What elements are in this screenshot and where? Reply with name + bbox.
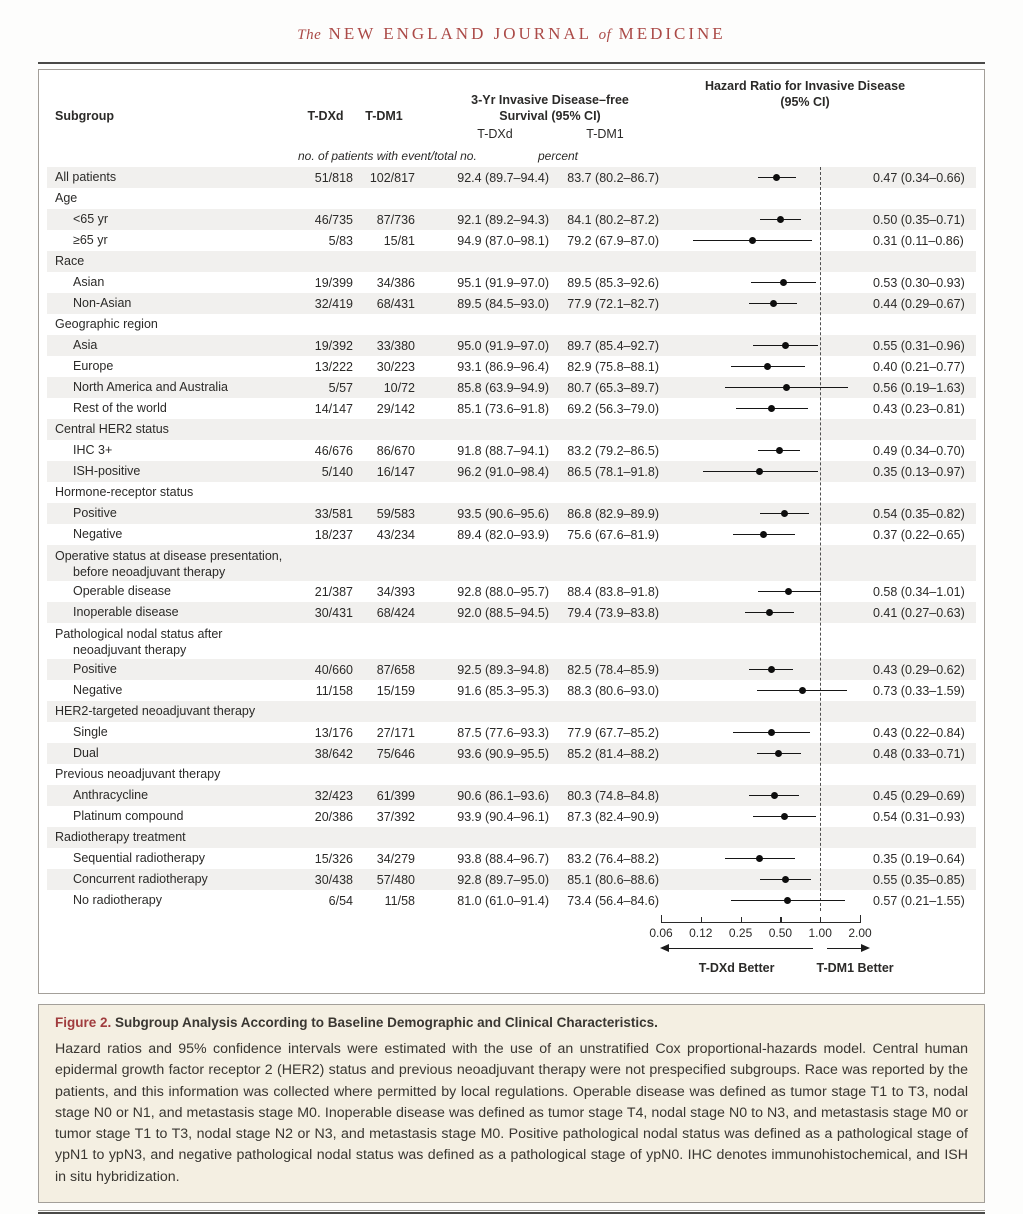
axis-tick-label: 0.06 [649, 926, 673, 940]
tdm1-survival-cell: 84.1 (80.2–87.2) [567, 212, 659, 227]
axis-tick [860, 915, 861, 923]
table-row [47, 377, 976, 398]
tdxd-events-cell: 18/237 [314, 527, 353, 542]
tdxd-survival-cell: 96.2 (91.0–98.4) [457, 464, 549, 479]
percent-units-note: percent [537, 148, 579, 163]
forest-plot-cell [661, 602, 873, 623]
forest-plot-cell [661, 167, 873, 188]
tdxd-events-cell: 20/386 [314, 809, 353, 824]
hr-dot [766, 609, 773, 616]
tdxd-events-cell: 51/818 [314, 170, 353, 185]
subgroup-label: Positive [73, 662, 117, 677]
section-header-row [47, 482, 976, 503]
tdm1-events-cell: 68/424 [376, 605, 415, 620]
forest-plot-cell [661, 377, 873, 398]
table-row [47, 659, 976, 680]
hazard-ratio-cell: 0.47 (0.34–0.66) [873, 170, 965, 185]
hazard-ratio-cell: 0.54 (0.31–0.93) [873, 809, 965, 824]
masthead-title-1: NEW ENGLAND JOURNAL [328, 24, 592, 43]
tdm1-survival-cell: 89.5 (85.3–92.6) [567, 275, 659, 290]
table-row [47, 890, 976, 911]
axis-line [661, 922, 860, 923]
hr-title-line1: Hazard Ratio for Invasive Disease [704, 79, 906, 93]
tdm1-survival-cell: 69.2 (56.3–79.0) [567, 401, 659, 416]
tdm1-survival-cell: 77.9 (72.1–82.7) [567, 296, 659, 311]
hazard-ratio-cell: 0.40 (0.21–0.77) [873, 359, 965, 374]
section-header-row [47, 188, 976, 209]
column-header-tdm1-events: T-DM1 [365, 109, 403, 123]
hazard-ratio-cell: 0.44 (0.29–0.67) [873, 296, 965, 311]
tdm1-events-cell: 68/431 [376, 296, 415, 311]
hazard-ratio-cell: 0.50 (0.35–0.71) [873, 212, 965, 227]
subgroup-label: Sequential radiotherapy [73, 851, 206, 866]
subgroup-label: Concurrent radiotherapy [73, 872, 208, 887]
section-label: Operative status at disease presentation, before neoadjuvant therapy [55, 548, 283, 579]
hr-dot [776, 447, 783, 454]
section-header-row [47, 623, 976, 659]
tdm1-events-cell: 86/670 [376, 443, 415, 458]
forest-plot-cell [661, 272, 873, 293]
tdm1-better-label: T-DM1 Better [816, 961, 894, 975]
tdm1-survival-cell: 77.9 (67.7–85.2) [567, 725, 659, 740]
tdm1-events-cell: 59/583 [376, 506, 415, 521]
caption-body: Hazard ratios and 95% confidence intervals were estimated with the use of an unstratified Cox proportional-hazards model. Central human epidermal growth factor receptor 2 (HER2) status and previous neoadjuvant therapy were not prespecified subgroups. Race was reported by the patients, and this information was collected where permitted by local regulations. Operable disease was defined as tumor stage T1 to T3, nodal stage N0 or N1, and metastasis stage M0. Inoperable disease was defined as tumor stage T4, nodal stage N0 to N3, and metastasis stage M0 or tumor stage T1 to T3, nodal stage N2 or N3, and metastasis stage M0. Positive pathological nodal status was defined as a pathological stage of ypN1 to ypN3, and negative pathological nodal status was defined as a pathological stage of ypN0. IHC denotes immunohistochemical, and ISH in situ hybridization. [55, 1041, 968, 1185]
survival-title-line1: 3-Yr Invasive Disease–free [471, 92, 629, 107]
tdm1-better-arrow [827, 948, 861, 949]
tdxd-survival-cell: 92.0 (88.5–94.5) [457, 605, 549, 620]
subgroup-label: All patients [55, 170, 117, 185]
hr-dot [785, 588, 792, 595]
tdxd-survival-cell: 92.8 (88.0–95.7) [457, 584, 549, 599]
forest-plot-cell [661, 581, 873, 602]
hr-dot [781, 510, 788, 517]
table-row [47, 356, 976, 377]
axis-tick-label: 0.25 [728, 926, 753, 940]
tdxd-events-cell: 46/676 [314, 443, 353, 458]
tdxd-events-cell: 40/660 [314, 662, 353, 677]
tdxd-better-label: T-DXd Better [698, 961, 775, 975]
hr-dot [764, 363, 771, 370]
section-header-row [47, 701, 976, 722]
tdxd-events-cell: 15/326 [314, 851, 353, 866]
tdxd-survival-cell: 90.6 (86.1–93.6) [457, 788, 549, 803]
hr-dot [760, 531, 767, 538]
tdxd-events-cell: 21/387 [314, 584, 353, 599]
hr-dot [783, 384, 790, 391]
subgroup-label: Asian [73, 275, 105, 290]
figure-panel [38, 69, 985, 994]
hazard-ratio-cell: 0.43 (0.23–0.81) [873, 401, 965, 416]
hr-dot [749, 237, 756, 244]
column-header-hazard-ratio [661, 78, 975, 111]
tdxd-survival-cell: 91.6 (85.3–95.3) [457, 683, 549, 698]
table-row [47, 398, 976, 419]
tdm1-survival-cell: 86.8 (82.9–89.9) [567, 506, 659, 521]
tdm1-events-cell: 87/658 [376, 662, 415, 677]
tdm1-survival-cell: 83.2 (76.4–88.2) [567, 851, 659, 866]
tdm1-survival-cell: 83.2 (79.2–86.5) [567, 443, 659, 458]
hr-dot [770, 300, 777, 307]
subgroup-label: IHC 3+ [73, 443, 113, 458]
forest-plot-cell [661, 890, 873, 911]
tdxd-events-cell: 38/642 [314, 746, 353, 761]
tdm1-survival-cell: 83.7 (80.2–86.7) [567, 170, 659, 185]
tdxd-survival-cell: 94.9 (87.0–98.1) [457, 233, 549, 248]
section-label: Pathological nodal status after neoadjuvant therapy [55, 626, 223, 657]
forest-plot-cell [661, 722, 873, 743]
tdxd-better-arrowhead [660, 944, 669, 952]
section-header-row [47, 827, 976, 848]
tdxd-survival-cell: 95.0 (91.9–97.0) [457, 338, 549, 353]
subheader-survival-tdm1: T-DM1 [586, 127, 624, 141]
tdm1-survival-cell: 82.5 (78.4–85.9) [567, 662, 659, 677]
table-row [47, 335, 976, 356]
table-row [47, 680, 976, 701]
tdm1-events-cell: 34/393 [376, 584, 415, 599]
tdm1-survival-cell: 73.4 (56.4–84.6) [567, 893, 659, 908]
hr-dot [784, 897, 791, 904]
forest-plot-cell [661, 356, 873, 377]
tdm1-events-cell: 61/399 [376, 788, 415, 803]
tdxd-survival-cell: 91.8 (88.7–94.1) [457, 443, 549, 458]
table-header [47, 78, 976, 167]
tdm1-survival-cell: 75.6 (67.6–81.9) [567, 527, 659, 542]
tdxd-survival-cell: 93.9 (90.4–96.1) [457, 809, 549, 824]
tdxd-survival-cell: 92.4 (89.7–94.4) [457, 170, 549, 185]
subgroup-label: Rest of the world [73, 401, 167, 416]
tdxd-events-cell: 11/158 [315, 683, 353, 698]
axis-tick [701, 917, 702, 923]
tdxd-survival-cell: 93.8 (88.4–96.7) [457, 851, 549, 866]
tdm1-survival-cell: 89.7 (85.4–92.7) [567, 338, 659, 353]
axis-tick [741, 917, 742, 923]
section-label: Age [55, 191, 78, 206]
table-row [47, 293, 976, 314]
hazard-ratio-cell: 0.37 (0.22–0.65) [873, 527, 965, 542]
hazard-ratio-cell: 0.53 (0.30–0.93) [873, 275, 965, 290]
forest-plot-cell [661, 785, 873, 806]
table-row [47, 869, 976, 890]
hazard-ratio-cell: 0.48 (0.33–0.71) [873, 746, 965, 761]
tdxd-events-cell: 6/54 [328, 893, 353, 908]
tdxd-better-arrow [668, 948, 813, 949]
subgroup-label: Anthracycline [73, 788, 149, 803]
subgroup-label: Non-Asian [73, 296, 132, 311]
hr-dot [773, 174, 780, 181]
hr-dot [777, 216, 784, 223]
column-header-survival [415, 92, 661, 125]
survival-title-line2: Survival (95% CI) [499, 108, 601, 123]
tdxd-events-cell: 19/392 [314, 338, 353, 353]
section-label: Previous neoadjuvant therapy [55, 767, 221, 782]
table-row [47, 272, 976, 293]
tdm1-survival-cell: 79.4 (73.9–83.8) [567, 605, 659, 620]
tdm1-survival-cell: 80.3 (74.8–84.8) [567, 788, 659, 803]
forest-plot-cell [661, 524, 873, 545]
forest-plot-cell [661, 848, 873, 869]
axis-tick [780, 917, 781, 923]
section-label: Hormone-receptor status [55, 485, 194, 500]
axis-tick-label: 2.00 [848, 926, 872, 940]
tdxd-survival-cell: 92.8 (89.7–95.0) [457, 872, 549, 887]
tdxd-events-cell: 32/419 [314, 296, 353, 311]
tdm1-better-arrowhead [861, 944, 870, 952]
tdxd-events-cell: 13/222 [314, 359, 353, 374]
hazard-ratio-cell: 0.49 (0.34–0.70) [873, 443, 965, 458]
top-rule [38, 62, 985, 65]
tdm1-events-cell: 75/646 [376, 746, 415, 761]
tdxd-events-cell: 32/423 [314, 788, 353, 803]
tdxd-events-cell: 30/431 [314, 605, 353, 620]
hazard-ratio-cell: 0.43 (0.22–0.84) [873, 725, 965, 740]
table-row [47, 785, 976, 806]
tdm1-events-cell: 87/736 [376, 212, 415, 227]
figure-label: Figure 2. [55, 1015, 112, 1030]
section-label: Race [55, 254, 85, 269]
forest-plot-cell [661, 230, 873, 251]
subgroup-label: Platinum compound [73, 809, 184, 824]
hazard-ratio-cell: 0.35 (0.13–0.97) [873, 464, 965, 479]
forest-plot-cell [661, 680, 873, 701]
tdxd-survival-cell: 81.0 (61.0–91.4) [457, 893, 549, 908]
tdm1-events-cell: 27/171 [376, 725, 415, 740]
forest-plot-cell [661, 806, 873, 827]
tdm1-events-cell: 15/159 [376, 683, 415, 698]
tdm1-events-cell: 33/380 [376, 338, 415, 353]
hazard-ratio-cell: 0.31 (0.11–0.86) [873, 233, 964, 248]
table-row [47, 722, 976, 743]
tdm1-survival-cell: 80.7 (65.3–89.7) [567, 380, 659, 395]
hr-dot [775, 750, 782, 757]
section-header-row [47, 764, 976, 785]
hazard-ratio-cell: 0.54 (0.35–0.82) [873, 506, 965, 521]
tdm1-events-cell: 37/392 [376, 809, 415, 824]
forest-plot-cell [661, 293, 873, 314]
table-row [47, 848, 976, 869]
tdm1-events-cell: 57/480 [376, 872, 415, 887]
tdm1-survival-cell: 85.1 (80.6–88.6) [567, 872, 659, 887]
subgroup-label: Asia [73, 338, 98, 353]
subheader-survival-tdxd: T-DXd [477, 127, 513, 141]
journal-masthead [0, 0, 1023, 44]
tdm1-events-cell: 30/223 [376, 359, 415, 374]
subgroup-label: No radiotherapy [73, 893, 162, 908]
caption-title-text: Subgroup Analysis According to Baseline Demographic and Clinical Characteristics. [115, 1015, 658, 1030]
tdxd-survival-cell: 89.4 (82.0–93.9) [457, 527, 549, 542]
forest-plot-cell [661, 209, 873, 230]
tdxd-survival-cell: 92.1 (89.2–94.3) [457, 212, 549, 227]
section-label: Central HER2 status [55, 422, 169, 437]
subgroup-table-body [47, 167, 976, 911]
subgroup-label: <65 yr [73, 212, 109, 227]
table-row [47, 440, 976, 461]
events-units-note: no. of patients with event/total no. [298, 148, 477, 163]
tdm1-events-cell: 43/234 [376, 527, 415, 542]
tdxd-survival-cell: 85.8 (63.9–94.9) [457, 380, 549, 395]
tdxd-survival-cell: 93.6 (90.9–95.5) [457, 746, 549, 761]
subgroup-label: Positive [73, 506, 117, 521]
column-header-subgroup: Subgroup [55, 109, 115, 123]
axis-tick-label: 0.12 [689, 926, 713, 940]
section-header-row [47, 314, 976, 335]
subgroup-label: Inoperable disease [73, 605, 179, 620]
forest-plot-cell [661, 743, 873, 764]
tdm1-events-cell: 16/147 [376, 464, 415, 479]
hazard-ratio-cell: 0.55 (0.31–0.96) [873, 338, 965, 353]
subgroup-label: Operable disease [73, 584, 171, 599]
hr-dot [780, 279, 787, 286]
tdxd-events-cell: 5/140 [321, 464, 353, 479]
masthead-of: of [598, 27, 612, 43]
hr-dot [781, 813, 788, 820]
tdxd-survival-cell: 87.5 (77.6–93.3) [457, 725, 549, 740]
tdxd-events-cell: 5/57 [328, 380, 353, 395]
section-label: Radiotherapy treatment [55, 830, 186, 845]
forest-plot-cell [661, 461, 873, 482]
hazard-ratio-cell: 0.45 (0.29–0.69) [873, 788, 965, 803]
tdxd-survival-cell: 93.1 (86.9–96.4) [457, 359, 549, 374]
section-label: Geographic region [55, 317, 158, 332]
axis-tick-label: 1.00 [808, 926, 832, 940]
bottom-rule [38, 1210, 985, 1214]
subgroup-label: ≥65 yr [73, 233, 108, 248]
subgroup-label: North America and Australia [73, 380, 228, 395]
tdm1-events-cell: 102/817 [369, 170, 415, 185]
tdxd-events-cell: 14/147 [314, 401, 353, 416]
subgroup-label: Negative [73, 683, 123, 698]
tdm1-survival-cell: 88.4 (83.8–91.8) [567, 584, 659, 599]
tdxd-events-cell: 19/399 [314, 275, 353, 290]
subgroup-label: Negative [73, 527, 123, 542]
table-row [47, 743, 976, 764]
hr-dot [782, 342, 789, 349]
hr-dot [768, 405, 775, 412]
masthead-the: The [297, 27, 322, 43]
tdm1-events-cell: 29/142 [376, 401, 415, 416]
table-row [47, 581, 976, 602]
hazard-ratio-cell: 0.58 (0.34–1.01) [873, 584, 965, 599]
section-label: HER2-targeted neoadjuvant therapy [55, 704, 256, 719]
subgroup-label: ISH-positive [73, 464, 141, 479]
axis-tick [661, 915, 662, 923]
hr-dot [782, 876, 789, 883]
tdxd-events-cell: 13/176 [314, 725, 353, 740]
tdxd-survival-cell: 92.5 (89.3–94.8) [457, 662, 549, 677]
page-content [38, 62, 985, 1214]
hazard-ratio-cell: 0.73 (0.33–1.59) [873, 683, 965, 698]
hr-dot [768, 666, 775, 673]
tdxd-survival-cell: 93.5 (90.6–95.6) [457, 506, 549, 521]
tdxd-survival-cell: 95.1 (91.9–97.0) [457, 275, 549, 290]
tdm1-survival-cell: 86.5 (78.1–91.8) [567, 464, 659, 479]
column-header-tdxd-events: T-DXd [307, 109, 344, 123]
forest-plot-cell [661, 659, 873, 680]
forest-plot-cell [661, 503, 873, 524]
forest-plot-cell [661, 398, 873, 419]
table-row [47, 461, 976, 482]
forest-plot-cell [661, 869, 873, 890]
hazard-ratio-cell: 0.43 (0.29–0.62) [873, 662, 965, 677]
hr-dot [756, 855, 763, 862]
tdxd-survival-cell: 85.1 (73.6–91.8) [457, 401, 549, 416]
hazard-ratio-cell: 0.56 (0.19–1.63) [873, 380, 965, 395]
tdxd-survival-cell: 89.5 (84.5–93.0) [457, 296, 549, 311]
hr-dot [771, 792, 778, 799]
tdm1-survival-cell: 79.2 (67.9–87.0) [567, 233, 659, 248]
tdxd-events-cell: 5/83 [328, 233, 353, 248]
tdxd-events-cell: 30/438 [314, 872, 353, 887]
table-row [47, 602, 976, 623]
tdm1-events-cell: 11/58 [384, 893, 415, 908]
table-row [47, 209, 976, 230]
hr-title-line2: (95% CI) [780, 95, 830, 110]
forest-plot-cell [661, 335, 873, 356]
axis-area [47, 911, 976, 993]
table-row [47, 230, 976, 251]
tdxd-events-cell: 46/735 [314, 212, 353, 227]
tdm1-survival-cell: 82.9 (75.8–88.1) [567, 359, 659, 374]
hr-dot [799, 687, 806, 694]
hazard-ratio-cell: 0.55 (0.35–0.85) [873, 872, 965, 887]
hazard-ratio-cell: 0.41 (0.27–0.63) [873, 605, 965, 620]
subgroup-label: Dual [73, 746, 99, 761]
section-header-row [47, 419, 976, 440]
section-header-row [47, 251, 976, 272]
subgroup-label: Europe [73, 359, 114, 374]
subgroup-label: Single [73, 725, 108, 740]
tdm1-events-cell: 10/72 [383, 380, 415, 395]
figure-caption [38, 1004, 985, 1203]
hazard-ratio-cell: 0.57 (0.21–1.55) [873, 893, 965, 908]
hazard-ratio-cell: 0.35 (0.19–0.64) [873, 851, 965, 866]
hr-dot [768, 729, 775, 736]
table-row [47, 524, 976, 545]
tdm1-events-cell: 34/279 [376, 851, 415, 866]
tdm1-events-cell: 34/386 [376, 275, 415, 290]
tdxd-events-cell: 33/581 [314, 506, 353, 521]
hr-dot [756, 468, 763, 475]
tdm1-survival-cell: 88.3 (80.6–93.0) [567, 683, 659, 698]
forest-plot-cell [661, 440, 873, 461]
axis-tick-label: 0.50 [768, 926, 793, 940]
caption-title [55, 1015, 968, 1030]
tdm1-survival-cell: 87.3 (82.4–90.9) [567, 809, 659, 824]
masthead-title-2: MEDICINE [618, 24, 726, 43]
axis-tick [820, 917, 821, 923]
section-header-row [47, 545, 976, 581]
table-row [47, 167, 976, 188]
tdm1-survival-cell: 85.2 (81.4–88.2) [567, 746, 659, 761]
table-row [47, 806, 976, 827]
tdm1-events-cell: 15/81 [383, 233, 415, 248]
table-row [47, 503, 976, 524]
